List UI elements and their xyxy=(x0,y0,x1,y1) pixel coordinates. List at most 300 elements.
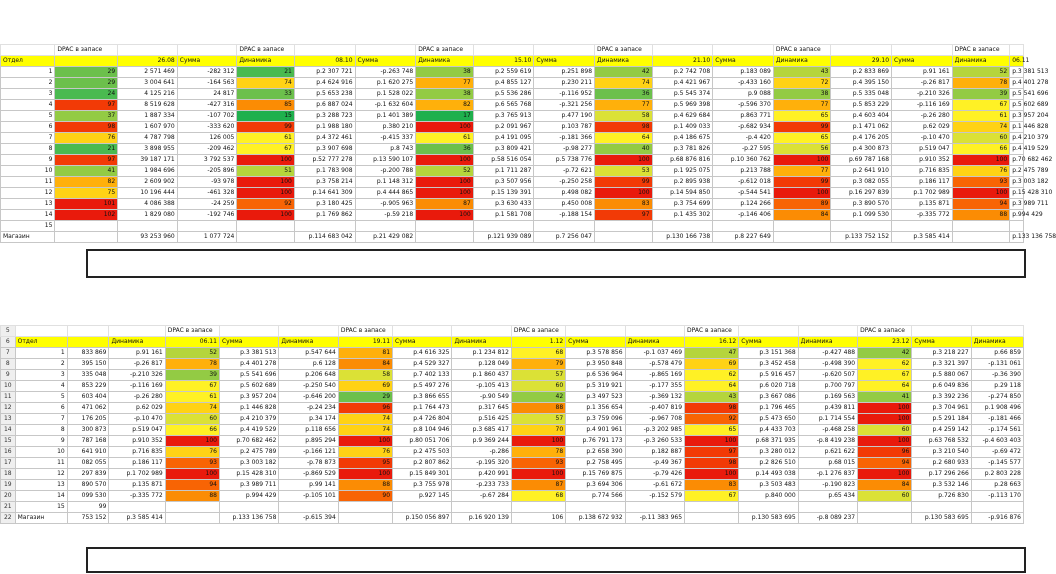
table-cell[interactable]: 3 004 641 xyxy=(118,78,178,89)
table-cell[interactable] xyxy=(1010,221,1024,232)
table-cell[interactable]: р.910 352 xyxy=(109,436,165,447)
table-cell[interactable]: р.3 950 848 xyxy=(566,359,625,370)
table-cell[interactable]: р.726 830 xyxy=(912,491,971,502)
table-cell[interactable]: 70 xyxy=(511,425,565,436)
table-cell[interactable]: р.17 296 266 xyxy=(912,469,971,480)
table-cell[interactable]: р.1 988 180 xyxy=(294,122,355,133)
table-cell[interactable]: 83 xyxy=(595,199,653,210)
table-cell[interactable]: р.3 957 204 xyxy=(219,392,278,403)
table-cell[interactable]: р.2 658 390 xyxy=(566,447,625,458)
table-cell[interactable]: р.1 796 465 xyxy=(739,403,798,414)
header-title-cell[interactable] xyxy=(892,45,953,56)
table-cell[interactable]: р.65 434 xyxy=(798,491,857,502)
table-cell[interactable]: 100 xyxy=(165,436,219,447)
table-cell[interactable]: 41 xyxy=(55,166,118,177)
table-cell[interactable]: -р.250 258 xyxy=(534,177,595,188)
table-cell[interactable]: 395 150 xyxy=(67,359,109,370)
table-cell[interactable]: 61 xyxy=(165,392,219,403)
table-cell[interactable]: 47 xyxy=(685,348,739,359)
table-cell[interactable]: р.4 259 142 xyxy=(912,425,971,436)
total-cell[interactable]: р.8 227 649 xyxy=(713,232,774,243)
table-cell[interactable]: р.2 833 869 xyxy=(831,67,892,78)
table-cell[interactable]: р.206 648 xyxy=(279,370,338,381)
table-cell[interactable]: -р.10 470 xyxy=(109,414,165,425)
table-cell[interactable]: р.1 620 275 xyxy=(355,78,416,89)
table-cell[interactable]: р.4 444 865 xyxy=(355,188,416,199)
table-cell[interactable]: 99 xyxy=(237,122,295,133)
header-cell[interactable]: Сумма xyxy=(355,56,416,67)
table-cell[interactable]: -р.210 326 xyxy=(109,370,165,381)
total-cell[interactable]: -р.11 383 965 xyxy=(625,513,684,524)
table-cell[interactable]: р.14 641 309 xyxy=(294,188,355,199)
table-cell[interactable] xyxy=(831,221,892,232)
header-cell[interactable]: Динамика xyxy=(595,56,653,67)
table-cell[interactable]: 13 xyxy=(1,199,55,210)
table-cell[interactable]: 100 xyxy=(685,469,739,480)
table-cell[interactable]: р.251 898 xyxy=(534,67,595,78)
table-cell[interactable]: 74 xyxy=(338,414,392,425)
table-cell[interactable]: -р.116 169 xyxy=(892,100,953,111)
table-cell[interactable]: -р.145 577 xyxy=(971,458,1023,469)
table-cell[interactable]: р.5 653 238 xyxy=(294,89,355,100)
table-cell[interactable]: 1 607 970 xyxy=(118,122,178,133)
table-cell[interactable]: 66 xyxy=(165,425,219,436)
row-number[interactable]: 16 xyxy=(1,447,16,458)
table-cell[interactable]: 62 xyxy=(858,359,912,370)
table-cell[interactable]: р.6 887 024 xyxy=(294,100,355,111)
table-cell[interactable]: -р.369 132 xyxy=(625,392,684,403)
table-cell[interactable]: -р.286 xyxy=(452,447,511,458)
table-cell[interactable]: 890 570 xyxy=(67,480,109,491)
row-number[interactable]: 18 xyxy=(1,469,16,480)
table-cell[interactable]: р.5 541 696 xyxy=(1010,89,1024,100)
header-cell[interactable]: Динамика xyxy=(416,56,474,67)
total-cell[interactable] xyxy=(773,232,831,243)
table-cell[interactable]: 100 xyxy=(858,469,912,480)
header-cell[interactable]: Сумма xyxy=(534,56,595,67)
table-cell[interactable]: -р.116 952 xyxy=(534,89,595,100)
table-cell[interactable]: -р.61 672 xyxy=(625,480,684,491)
table-cell[interactable]: 94 xyxy=(165,480,219,491)
table-cell[interactable]: р.498 082 xyxy=(534,188,595,199)
table-cell[interactable]: 97 xyxy=(55,100,118,111)
table-cell[interactable] xyxy=(237,221,295,232)
table-cell[interactable]: 78 xyxy=(511,447,565,458)
table-cell[interactable]: 11 xyxy=(15,458,67,469)
table-cell[interactable]: -р.26 817 xyxy=(109,359,165,370)
table-cell[interactable]: р.2 895 938 xyxy=(652,177,713,188)
table-cell[interactable]: р.62 029 xyxy=(109,403,165,414)
table-cell[interactable]: р.3 503 483 xyxy=(739,480,798,491)
table-cell[interactable]: 77 xyxy=(416,78,474,89)
total-cell[interactable] xyxy=(685,513,739,524)
table-cell[interactable]: -р.8 419 238 xyxy=(798,436,857,447)
table-cell[interactable]: 3 xyxy=(1,89,55,100)
header-cell[interactable]: 08.10 xyxy=(294,56,355,67)
table-cell[interactable]: 84 xyxy=(338,359,392,370)
total-cell[interactable]: Магазин xyxy=(1,232,55,243)
table-cell[interactable]: -р.26 280 xyxy=(109,392,165,403)
table-cell[interactable]: р.169 563 xyxy=(798,392,857,403)
table-cell[interactable]: 78 xyxy=(165,359,219,370)
table-cell[interactable]: 101 xyxy=(55,199,118,210)
table-cell[interactable]: р.3 989 711 xyxy=(219,480,278,491)
header-cell[interactable]: 16.12 xyxy=(685,337,739,348)
table-cell[interactable]: 1 xyxy=(15,348,67,359)
table-cell[interactable]: р.516 425 xyxy=(452,414,511,425)
table-cell[interactable]: 100 xyxy=(952,188,1010,199)
table-cell[interactable]: 29 xyxy=(55,78,118,89)
table-cell[interactable]: р.2 807 862 xyxy=(393,458,452,469)
total-cell[interactable] xyxy=(416,232,474,243)
table-cell[interactable]: р.3 759 096 xyxy=(566,414,625,425)
table-cell[interactable]: р.1 401 389 xyxy=(355,111,416,122)
table-cell[interactable]: 90 xyxy=(338,491,392,502)
table-cell[interactable]: р.716 835 xyxy=(109,447,165,458)
table-cell[interactable] xyxy=(798,502,857,513)
table-cell[interactable]: 92 xyxy=(237,199,295,210)
table-cell[interactable]: 51 xyxy=(237,166,295,177)
row-number[interactable]: 6 xyxy=(1,337,16,348)
table-cell[interactable]: 4 086 388 xyxy=(118,199,178,210)
table-cell[interactable]: 94 xyxy=(952,199,1010,210)
table-cell[interactable]: р.7 402 133 xyxy=(393,370,452,381)
table-cell[interactable]: 61 xyxy=(416,133,474,144)
table-cell[interactable]: -р.1 632 604 xyxy=(355,100,416,111)
table-cell[interactable]: 88 xyxy=(338,480,392,491)
total-cell[interactable]: Магазин xyxy=(15,513,67,524)
table-cell[interactable]: р.15 769 875 xyxy=(566,469,625,480)
total-cell[interactable]: -р.8 089 237 xyxy=(798,513,857,524)
table-cell[interactable]: р.3 704 961 xyxy=(912,403,971,414)
table-cell[interactable]: 100 xyxy=(773,188,831,199)
table-cell[interactable]: 77 xyxy=(773,100,831,111)
table-cell[interactable]: р.477 190 xyxy=(534,111,595,122)
table-cell[interactable]: р.927 145 xyxy=(393,491,452,502)
table-cell[interactable]: р.3 218 227 xyxy=(912,348,971,359)
table-cell[interactable]: 66 xyxy=(952,144,1010,155)
total-cell[interactable]: р.138 672 932 xyxy=(566,513,625,524)
table-cell[interactable] xyxy=(219,502,278,513)
table-cell[interactable]: -333 620 xyxy=(177,122,237,133)
table-cell[interactable]: 17 xyxy=(416,111,474,122)
header-cell[interactable]: 1.12 xyxy=(511,337,565,348)
table-cell[interactable]: 74 xyxy=(165,403,219,414)
table-cell[interactable]: р.34 174 xyxy=(279,414,338,425)
header-cell[interactable]: Сумма xyxy=(566,337,625,348)
table-cell[interactable]: 100 xyxy=(511,436,565,447)
table-cell[interactable]: р.4 529 327 xyxy=(393,359,452,370)
table-cell[interactable]: р.135 871 xyxy=(109,480,165,491)
table-cell[interactable]: 96 xyxy=(338,403,392,414)
table-cell[interactable]: 96 xyxy=(858,447,912,458)
table-cell[interactable]: -р.181 466 xyxy=(971,414,1023,425)
table-cell[interactable] xyxy=(55,221,118,232)
total-cell[interactable]: р.130 583 695 xyxy=(739,513,798,524)
table-cell[interactable] xyxy=(279,502,338,513)
table-cell[interactable]: 76 xyxy=(55,133,118,144)
table-cell[interactable] xyxy=(473,221,534,232)
table-cell[interactable]: р.3 321 397 xyxy=(912,359,971,370)
header-title-cell[interactable] xyxy=(15,326,67,337)
table-cell[interactable]: 67 xyxy=(165,381,219,392)
table-cell[interactable]: -р.27 595 xyxy=(713,144,774,155)
table-cell[interactable]: -р.335 772 xyxy=(892,210,953,221)
header-title-cell[interactable] xyxy=(739,326,798,337)
table-cell[interactable]: 853 229 xyxy=(67,381,109,392)
table-cell[interactable]: р.700 797 xyxy=(798,381,857,392)
table-cell[interactable]: 62 xyxy=(685,370,739,381)
table-cell[interactable]: р.6 020 718 xyxy=(739,381,798,392)
table-cell[interactable]: р.1 234 812 xyxy=(452,348,511,359)
table-cell[interactable]: р.3 082 055 xyxy=(831,177,892,188)
table-cell[interactable]: 12 xyxy=(15,469,67,480)
table-cell[interactable]: р.4 433 703 xyxy=(739,425,798,436)
table-cell[interactable]: 2 xyxy=(1,78,55,89)
table-cell[interactable]: -р.415 337 xyxy=(355,133,416,144)
total-cell[interactable] xyxy=(165,513,219,524)
total-cell[interactable]: р.133 136 758 xyxy=(1010,232,1024,243)
table-cell[interactable]: 79 xyxy=(511,359,565,370)
table-cell[interactable]: 15 xyxy=(237,111,295,122)
header-title-cell[interactable]: DPAC в запасе xyxy=(511,326,565,337)
total-cell[interactable]: р.114 683 042 xyxy=(294,232,355,243)
table-cell[interactable]: 21 xyxy=(237,67,295,78)
table-cell[interactable] xyxy=(713,221,774,232)
table-cell[interactable]: р.840 000 xyxy=(739,491,798,502)
table-cell[interactable]: 60 xyxy=(511,381,565,392)
table-cell[interactable]: 100 xyxy=(165,469,219,480)
header-title-cell[interactable]: DPAC в запасе xyxy=(952,45,1010,56)
table-cell[interactable]: 3 xyxy=(15,370,67,381)
table-cell[interactable]: 60 xyxy=(858,425,912,436)
table-cell[interactable]: р.1 099 530 xyxy=(831,210,892,221)
table-cell[interactable]: р.4 300 873 xyxy=(831,144,892,155)
table-cell[interactable]: 77 xyxy=(595,100,653,111)
table-cell[interactable]: 5 xyxy=(1,111,55,122)
header-cell[interactable]: Динамика xyxy=(952,56,1010,67)
table-cell[interactable]: 82 xyxy=(416,100,474,111)
table-cell[interactable]: р.6 536 964 xyxy=(566,370,625,381)
total-cell[interactable] xyxy=(55,232,118,243)
table-cell[interactable]: р.3 765 913 xyxy=(473,111,534,122)
table-cell[interactable]: 4 787 798 xyxy=(118,133,178,144)
table-cell[interactable]: -р.967 708 xyxy=(625,414,684,425)
table-cell[interactable] xyxy=(858,502,912,513)
table-cell[interactable] xyxy=(739,502,798,513)
table-cell[interactable]: -р.26 280 xyxy=(892,111,953,122)
header-cell[interactable]: 06.11 xyxy=(165,337,219,348)
header-cell[interactable]: Динамика xyxy=(279,337,338,348)
table-cell[interactable]: р.4 186 675 xyxy=(652,133,713,144)
table-cell[interactable] xyxy=(338,502,392,513)
table-cell[interactable]: р.2 758 495 xyxy=(566,458,625,469)
table-cell[interactable]: р.5 319 921 xyxy=(566,381,625,392)
table-cell[interactable]: р.182 887 xyxy=(625,447,684,458)
table-cell[interactable] xyxy=(952,221,1010,232)
total-cell[interactable]: -р.615 394 xyxy=(279,513,338,524)
header-title-cell[interactable] xyxy=(393,326,452,337)
table-cell[interactable]: 5 xyxy=(15,392,67,403)
table-cell[interactable]: р.3 758 214 xyxy=(294,177,355,188)
table-cell[interactable] xyxy=(165,502,219,513)
header-title-cell[interactable] xyxy=(1010,45,1024,56)
table-cell[interactable]: -р.498 390 xyxy=(798,359,857,370)
header-title-cell[interactable] xyxy=(1,45,55,56)
header-title-cell[interactable] xyxy=(177,45,237,56)
table-cell[interactable]: 297 839 xyxy=(67,469,109,480)
table-cell[interactable]: -р.131 061 xyxy=(971,359,1023,370)
table-cell[interactable]: -р.250 540 xyxy=(279,381,338,392)
table-cell[interactable]: -р.24 234 xyxy=(279,403,338,414)
table-cell[interactable]: р.8 743 xyxy=(355,144,416,155)
table-cell[interactable]: р.8 104 946 xyxy=(393,425,452,436)
table-cell[interactable]: -р.335 772 xyxy=(109,491,165,502)
table-cell[interactable]: 8 519 628 xyxy=(118,100,178,111)
table-cell[interactable]: р.5 916 457 xyxy=(739,370,798,381)
table-cell[interactable]: 52 xyxy=(952,67,1010,78)
table-cell[interactable]: р.52 777 278 xyxy=(294,155,355,166)
table-cell[interactable]: р.6 128 xyxy=(279,359,338,370)
header-cell[interactable]: 26.08 xyxy=(118,56,178,67)
table-cell[interactable]: р.4 726 804 xyxy=(393,414,452,425)
table-cell[interactable]: -р.90 549 xyxy=(452,392,511,403)
table-cell[interactable]: р.1 702 989 xyxy=(109,469,165,480)
table-cell[interactable]: р.994 429 xyxy=(1010,210,1024,221)
table-cell[interactable]: 100 xyxy=(858,403,912,414)
row-number[interactable]: 15 xyxy=(1,436,16,447)
table-cell[interactable]: -р.49 367 xyxy=(625,458,684,469)
table-cell[interactable]: р.16 297 839 xyxy=(831,188,892,199)
table-cell[interactable]: -р.4 603 403 xyxy=(971,436,1023,447)
table-cell[interactable]: 33 xyxy=(237,89,295,100)
table-cell[interactable] xyxy=(109,502,165,513)
table-cell[interactable]: 74 xyxy=(595,78,653,89)
table-cell[interactable]: р.28 663 xyxy=(971,480,1023,491)
table-cell[interactable] xyxy=(685,502,739,513)
table-cell[interactable]: -р.468 258 xyxy=(798,425,857,436)
table-cell[interactable]: 93 xyxy=(511,458,565,469)
table-cell[interactable]: 100 xyxy=(416,210,474,221)
table-cell[interactable]: 72 xyxy=(773,78,831,89)
table-cell[interactable]: -р.36 390 xyxy=(971,370,1023,381)
table-cell[interactable]: р.1 925 075 xyxy=(652,166,713,177)
table-cell[interactable]: р.186 117 xyxy=(109,458,165,469)
table-cell[interactable]: р.3 694 306 xyxy=(566,480,625,491)
table-cell[interactable]: -р.427 488 xyxy=(798,348,857,359)
table-cell[interactable]: р.420 991 xyxy=(452,469,511,480)
table-cell[interactable]: р.2 475 789 xyxy=(219,447,278,458)
table-cell[interactable]: р.3 809 421 xyxy=(473,144,534,155)
table-cell[interactable]: -р.26 817 xyxy=(892,78,953,89)
header-title-cell[interactable]: DPAC в запасе xyxy=(237,45,295,56)
table-cell[interactable]: 43 xyxy=(685,392,739,403)
table-cell[interactable]: 99 xyxy=(595,177,653,188)
table-cell[interactable] xyxy=(511,502,565,513)
table-cell[interactable]: 58 xyxy=(595,111,653,122)
total-cell[interactable]: р.133 136 758 xyxy=(219,513,278,524)
table-cell[interactable]: 9 xyxy=(15,436,67,447)
table-cell[interactable]: р.5 738 776 xyxy=(534,155,595,166)
table-cell[interactable]: -р.1 037 469 xyxy=(625,348,684,359)
table-cell[interactable]: р.1 860 437 xyxy=(452,370,511,381)
table-cell[interactable]: р.10 360 762 xyxy=(713,155,774,166)
table-cell[interactable]: 603 404 xyxy=(67,392,109,403)
table-cell[interactable]: 77 xyxy=(773,166,831,177)
table-cell[interactable]: р.4 395 150 xyxy=(831,78,892,89)
table-cell[interactable]: 100 xyxy=(338,436,392,447)
row-number[interactable]: 13 xyxy=(1,414,16,425)
table-cell[interactable] xyxy=(534,221,595,232)
table-cell[interactable]: 74 xyxy=(338,425,392,436)
table-cell[interactable]: 100 xyxy=(511,469,565,480)
table-cell[interactable]: 100 xyxy=(685,436,739,447)
table-cell[interactable]: р.716 835 xyxy=(892,166,953,177)
total-cell[interactable]: р.133 752 152 xyxy=(831,232,892,243)
header-cell[interactable]: 29.10 xyxy=(831,56,892,67)
header-title-cell[interactable] xyxy=(831,45,892,56)
table-cell[interactable]: 36 xyxy=(595,89,653,100)
table-cell[interactable]: 52 xyxy=(416,166,474,177)
table-cell[interactable]: -р.195 320 xyxy=(452,458,511,469)
header-cell[interactable]: Отдел xyxy=(1,56,55,67)
table-cell[interactable]: 1 984 696 xyxy=(118,166,178,177)
total-cell[interactable]: 106 xyxy=(511,513,565,524)
table-cell[interactable]: р.4 210 379 xyxy=(1010,133,1024,144)
table-cell[interactable]: 4 xyxy=(1,100,55,111)
table-cell[interactable]: -р.78 873 xyxy=(279,458,338,469)
table-cell[interactable]: -р.166 121 xyxy=(279,447,338,458)
header-title-cell[interactable]: DPAC в запасе xyxy=(165,326,219,337)
table-cell[interactable]: р.3 907 698 xyxy=(294,144,355,155)
table-cell[interactable]: 100 xyxy=(416,188,474,199)
table-cell[interactable]: 10 196 444 xyxy=(118,188,178,199)
header-title-cell[interactable]: DPAC в запасе xyxy=(595,45,653,56)
table-cell[interactable]: 97 xyxy=(685,447,739,458)
table-cell[interactable]: 65 xyxy=(773,111,831,122)
table-cell[interactable]: 100 xyxy=(952,155,1010,166)
table-cell[interactable]: р.3 381 513 xyxy=(1010,67,1024,78)
table-cell[interactable] xyxy=(912,502,971,513)
header-cell[interactable]: Сумма xyxy=(713,56,774,67)
table-cell[interactable]: 56 xyxy=(773,144,831,155)
table-cell[interactable]: 68 xyxy=(511,491,565,502)
table-cell[interactable]: 1 887 334 xyxy=(118,111,178,122)
table-cell[interactable]: р.63 768 532 xyxy=(912,436,971,447)
table-cell[interactable]: 64 xyxy=(858,381,912,392)
table-cell[interactable]: -209 462 xyxy=(177,144,237,155)
table-cell[interactable]: 100 xyxy=(416,177,474,188)
header-cell[interactable]: 06.11 xyxy=(1010,56,1024,67)
table-cell[interactable] xyxy=(294,221,355,232)
header-title-cell[interactable] xyxy=(566,326,625,337)
table-cell[interactable]: р.66 859 xyxy=(971,348,1023,359)
table-cell[interactable]: р.2 803 228 xyxy=(971,469,1023,480)
table-cell[interactable]: 99 xyxy=(773,177,831,188)
table-cell[interactable]: р.4 401 278 xyxy=(1010,78,1024,89)
table-cell[interactable]: р.14 493 038 xyxy=(739,469,798,480)
table-cell[interactable]: р.3 578 856 xyxy=(566,348,625,359)
table-cell[interactable]: 641 910 xyxy=(67,447,109,458)
table-cell[interactable]: 57 xyxy=(511,414,565,425)
table-cell[interactable] xyxy=(625,502,684,513)
table-cell[interactable]: 60 xyxy=(165,414,219,425)
total-cell[interactable]: р.150 056 897 xyxy=(393,513,452,524)
table-cell[interactable]: 12 xyxy=(1,188,55,199)
table-cell[interactable]: 98 xyxy=(595,122,653,133)
table-cell[interactable]: р.4 176 205 xyxy=(831,133,892,144)
table-cell[interactable]: р.547 644 xyxy=(279,348,338,359)
